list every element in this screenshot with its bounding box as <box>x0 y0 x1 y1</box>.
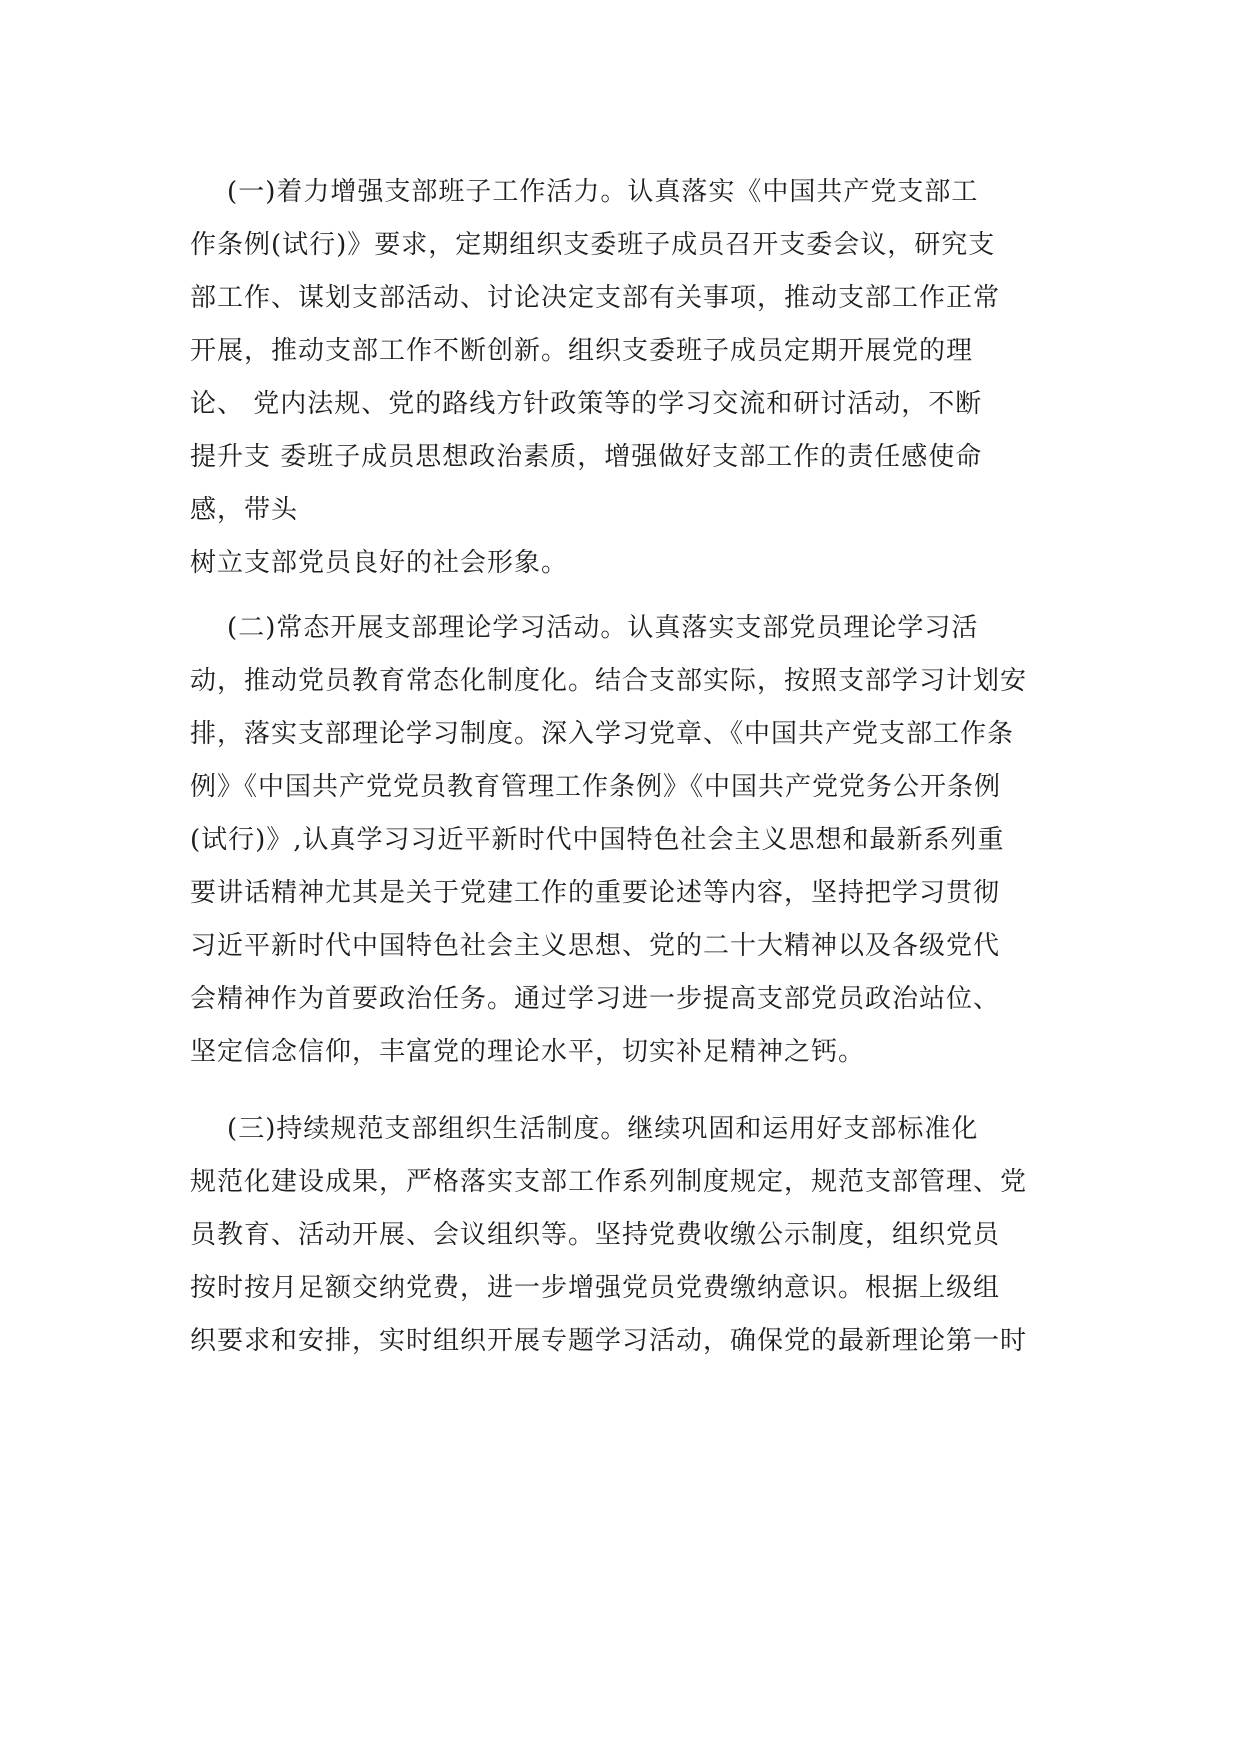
text-line: 员教育、活动开展、会议组织等。坚持党费收缴公示制度，组织党员 <box>190 1220 1001 1250</box>
paragraph-1 <box>190 166 1050 590</box>
paragraph-3 <box>190 1103 1050 1368</box>
text-line: (一)着力增强支部班子工作活力。认真落实《中国共产党支部工 <box>190 177 979 207</box>
text-line: 例》《中国共产党党员教育管理工作条例》《中国共产党党务公开条例 <box>190 772 1002 802</box>
text-line: (试行)》,认真学习习近平新时代中国特色社会主义思想和最新系列重 <box>190 825 1005 855</box>
text-line: 提升支 委班子成员思想政治素质，增强做好支部工作的责任感使命 <box>190 442 983 472</box>
text-line: 按时按月足额交纳党费，进一步增强党员党费缴纳意识。根据上级组 <box>190 1273 1001 1303</box>
text-line: 要讲话精神尤其是关于党建工作的重要论述等内容，坚持把学习贯彻 <box>190 878 1001 908</box>
text-line: 织要求和安排，实时组织开展专题学习活动，确保党的最新理论第一时 <box>190 1326 1028 1356</box>
text-line: 排，落实支部理论学习制度。深入学习党章、《中国共产党支部工作条 <box>190 719 1015 749</box>
text-line: 规范化建设成果，严格落实支部工作系列制度规定，规范支部管理、党 <box>190 1167 1028 1197</box>
text-line: 会精神作为首要政治任务。通过学习进一步提高支部党员政治站位、 <box>190 984 1001 1014</box>
text-line: 坚定信念信仰，丰富党的理论水平，切实补足精神之钙。 <box>190 1037 866 1067</box>
paragraph-2 <box>190 602 1050 1079</box>
text-line: 感，带头 <box>190 495 299 525</box>
text-line: 动，推动党员教育常态化制度化。结合支部实际，按照支部学习计划安 <box>190 666 1028 696</box>
text-line: (三)持续规范支部组织生活制度。继续巩固和运用好支部标准化 <box>190 1114 979 1144</box>
text-line: 开展，推动支部工作不断创新。组织支委班子成员定期开展党的理 <box>190 336 974 366</box>
text-line: (二)常态开展支部理论学习活动。认真落实支部党员理论学习活 <box>190 613 979 643</box>
text-line: 部工作、谋划支部活动、讨论决定支部有关事项，推动支部工作正常 <box>190 283 1001 313</box>
text-line: 作条例(试行)》要求，定期组织支委班子成员召开支委会议，研究支 <box>190 230 996 260</box>
text-line: 习近平新时代中国特色社会主义思想、党的二十大精神以及各级党代 <box>190 931 1001 961</box>
text-line: 论、 党内法规、党的路线方针政策等的学习交流和研讨活动，不断 <box>190 389 983 419</box>
text-line: 树立支部党员良好的社会形象。 <box>190 548 569 578</box>
